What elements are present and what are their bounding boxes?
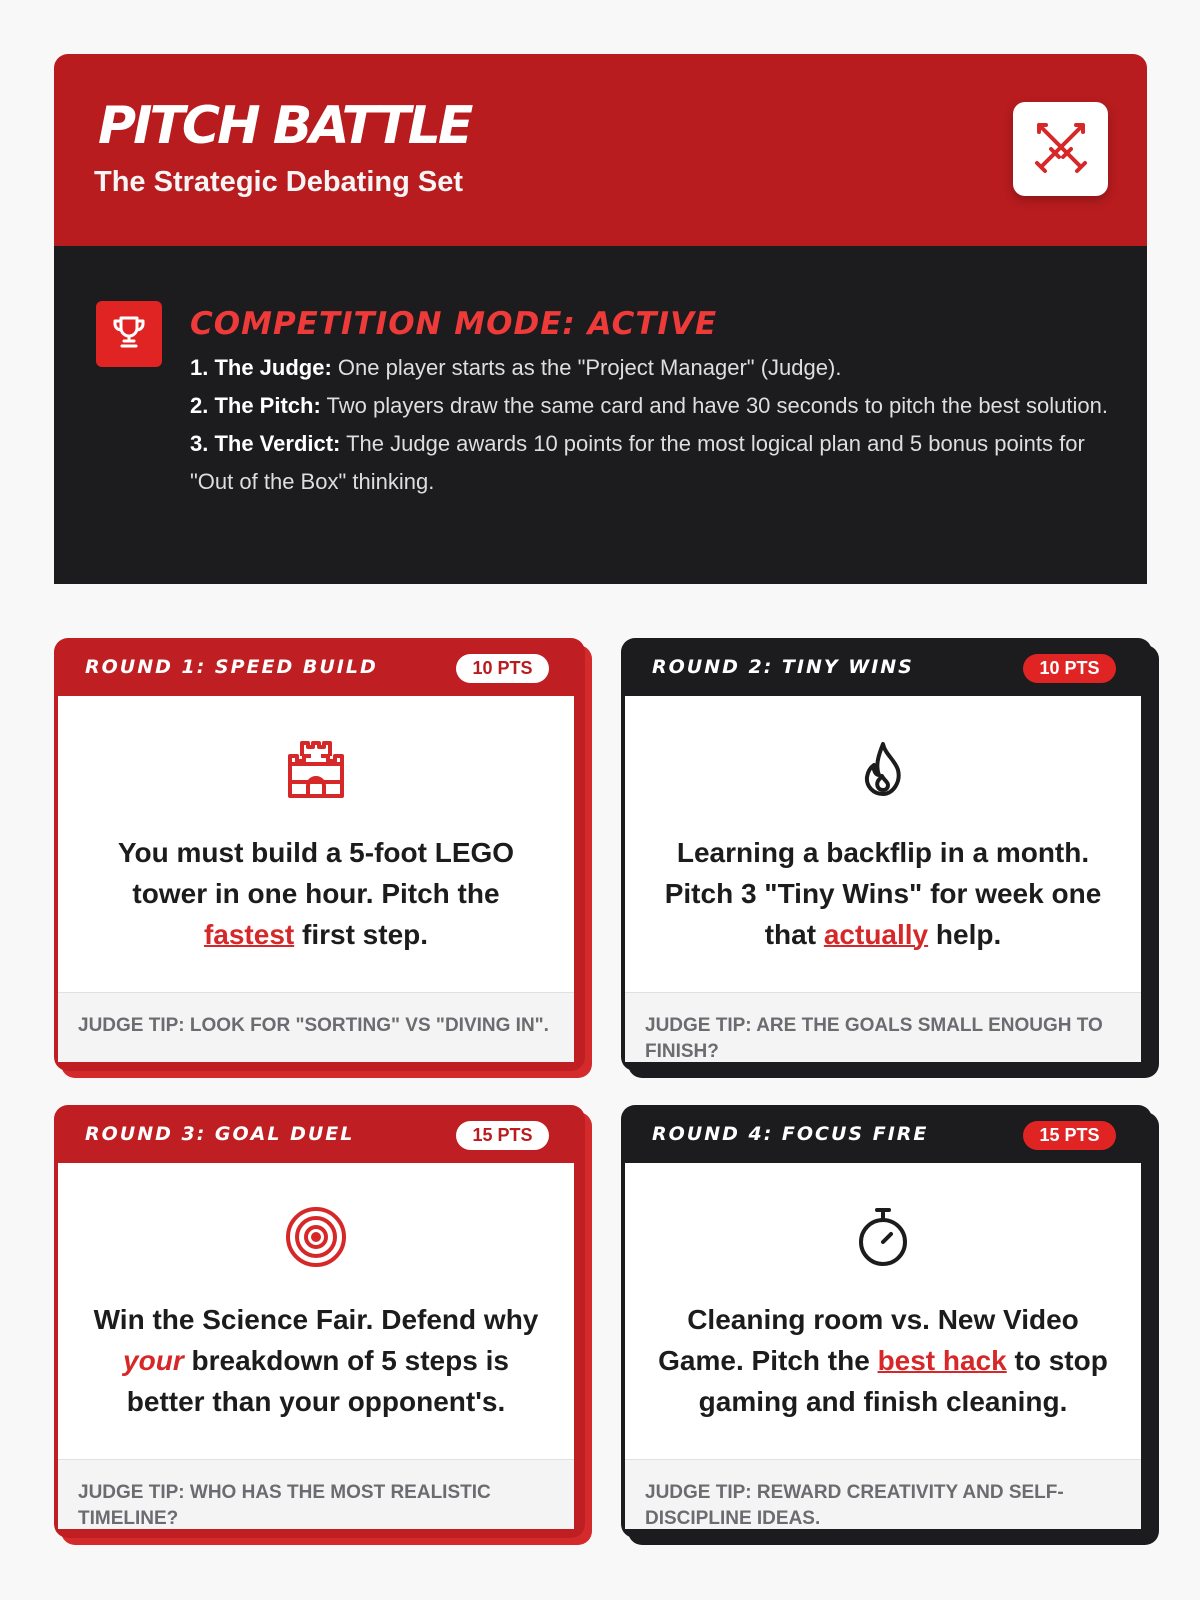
points-badge: 15 PTS [1023,1121,1116,1150]
castle-icon [284,738,348,808]
round-label: ROUND 1: SPEED BUILD [85,656,378,678]
highlight-word: fastest [203,919,295,950]
judge-tip: JUDGE TIP: ARE THE GOALS SMALL ENOUGH TO FINISH? [625,992,1141,1062]
round-card-1 [54,638,585,1071]
rules-panel [54,246,1147,584]
card-body [58,696,574,1062]
card-prompt: You must build a 5-foot LEGO tower in one hour. Pitch the fastest first step. [117,837,515,950]
flame-icon [851,738,915,808]
highlight-word: best hack [877,1345,1007,1376]
judge-tip: JUDGE TIP: REWARD CREATIVITY AND SELF-DISCIPLINE IDEAS. [625,1459,1141,1529]
page-title: PITCH BATTLE [98,96,471,156]
judge-tip: JUDGE TIP: WHO HAS THE MOST REALISTIC TIMELINE? [58,1459,574,1529]
rule-text: The Judge awards 10 points for the most logical plan and 5 bonus points for "Out of the Box" thinking. [190,431,1085,494]
points-badge: 10 PTS [456,654,549,683]
rules-title: COMPETITION MODE: ACTIVE [190,306,718,342]
crossed-swords-icon [1031,117,1091,182]
points-badge: 10 PTS [1023,654,1116,683]
rule-label: 2. The Pitch: [190,393,321,418]
stopwatch-icon [851,1205,915,1275]
card-prompt: Learning a backflip in a month. Pitch 3 "Tiny Wins" for week one that actually help. [664,837,1102,950]
card-header [621,638,1152,696]
highlight-word: your [123,1345,184,1376]
highlight-word: actually [823,919,929,950]
card-header [54,1105,585,1163]
rule-text: Two players draw the same card and have 30 seconds to pitch the best solution. [320,393,1108,418]
rules-icon-box [96,301,162,367]
points-badge: 15 PTS [456,1121,549,1150]
card-body [625,1163,1141,1529]
rule-label: 1. The Judge: [190,355,332,380]
rule-item [190,387,1110,425]
target-icon [284,1205,348,1275]
card-header [621,1105,1152,1163]
round-label: ROUND 2: TINY WINS [652,656,914,678]
page-subtitle: The Strategic Debating Set [94,166,464,198]
round-label: ROUND 4: FOCUS FIRE [652,1123,929,1145]
rule-text: One player starts as the "Project Manager" (Judge). [331,355,842,380]
header-badge [1013,102,1108,196]
card-prompt: Cleaning room vs. New Video Game. Pitch the best hack to stop gaming and finish cleaning. [658,1304,1108,1417]
rules-list [190,349,1110,501]
round-card-4 [621,1105,1152,1538]
card-header [54,638,585,696]
rule-item [190,425,1110,501]
round-card-2 [621,638,1152,1071]
rule-label: 3. The Verdict: [190,431,341,456]
card-body [625,696,1141,1062]
card-prompt: Win the Science Fair. Defend why your breakdown of 5 steps is better than your opponent's. [93,1304,539,1417]
card-body [58,1163,574,1529]
judge-tip: JUDGE TIP: LOOK FOR "SORTING" VS "DIVING IN". [58,992,574,1062]
header-banner [54,54,1147,246]
rule-item [190,349,1110,387]
round-label: ROUND 3: GOAL DUEL [85,1123,355,1145]
trophy-icon [110,313,148,356]
round-card-3 [54,1105,585,1538]
